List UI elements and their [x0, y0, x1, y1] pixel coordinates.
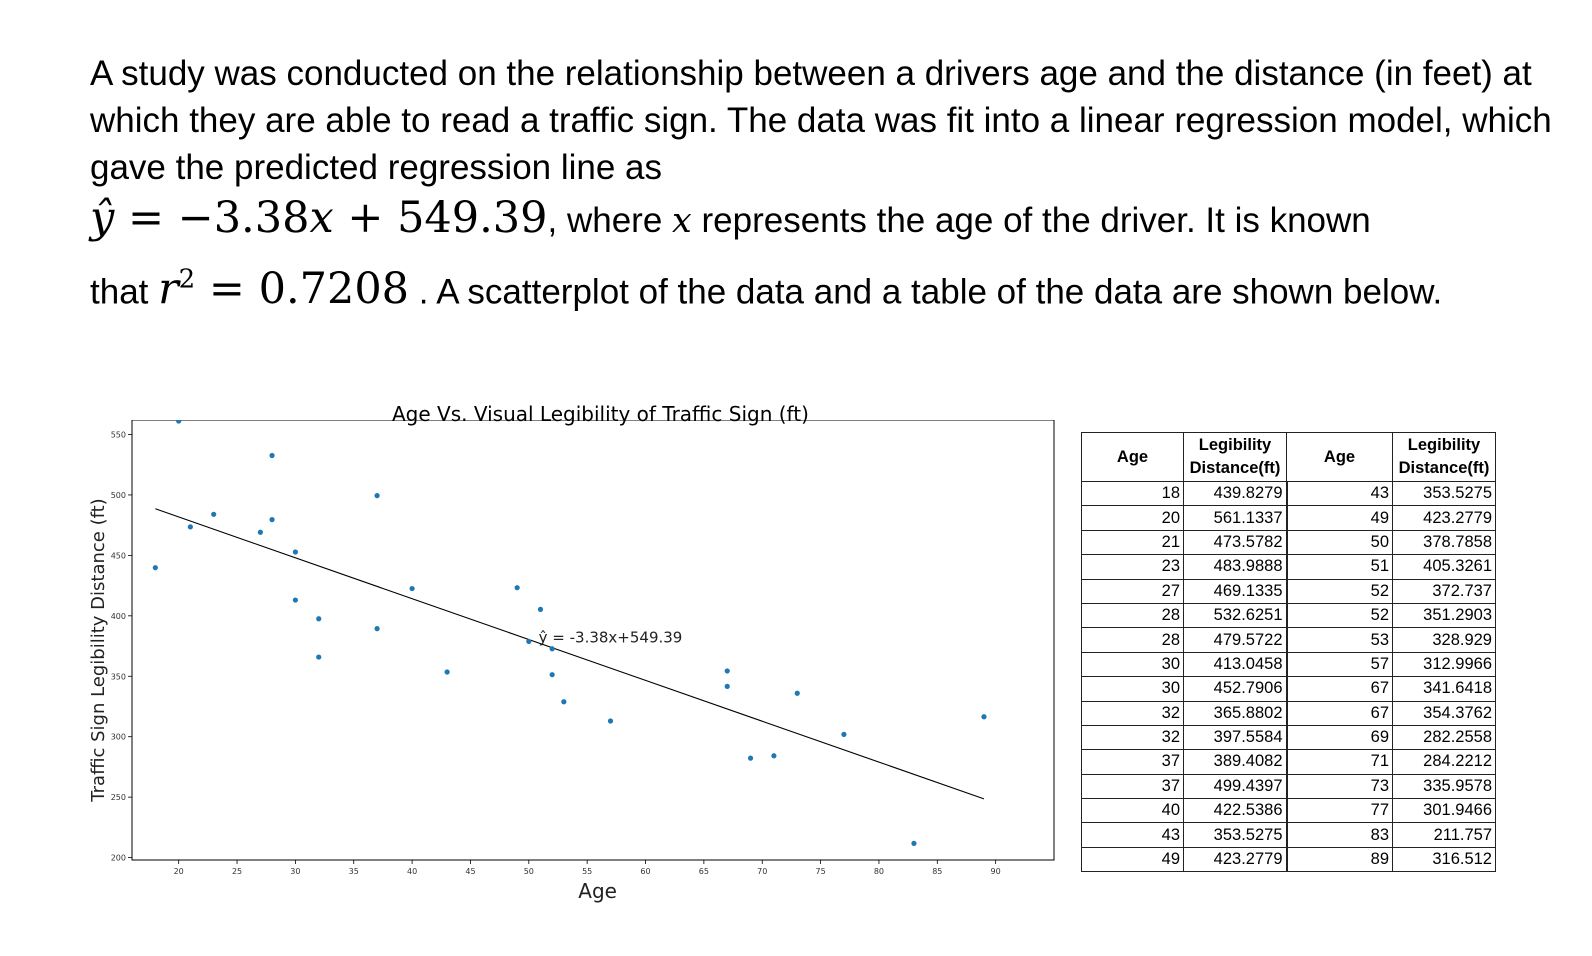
cell-age: 37 [1082, 774, 1184, 798]
r-squared [158, 264, 409, 314]
cell-distance: 341.6418 [1393, 677, 1496, 701]
x-axis-label: Age [578, 879, 617, 903]
x-tick-label: 25 [231, 867, 243, 876]
data-point [725, 668, 730, 673]
table-header-distance-2: Legibility Distance(ft) [1393, 433, 1496, 482]
y-tick-label: 550 [110, 430, 126, 440]
x-tick-label: 35 [348, 867, 359, 876]
data-point [538, 607, 543, 612]
table-row [1082, 847, 1496, 871]
y-tick-label: 300 [110, 732, 126, 742]
data-point [981, 714, 986, 719]
cell-age: 53 [1287, 628, 1393, 652]
y-hat-symbol: ŷ [90, 193, 115, 243]
table-row [1082, 579, 1496, 603]
cell-age: 32 [1082, 725, 1184, 749]
cell-age: 89 [1287, 847, 1393, 871]
data-point [795, 691, 800, 696]
table-row [1082, 799, 1496, 823]
cell-age: 52 [1287, 579, 1393, 603]
cell-age: 18 [1082, 482, 1184, 506]
cell-age: 28 [1082, 603, 1184, 627]
table-row [1082, 628, 1496, 652]
data-point [269, 517, 274, 522]
cell-distance: 365.8802 [1184, 701, 1287, 725]
r-squared-value: = 0.7208 [195, 264, 410, 315]
cell-distance: 372.737 [1393, 579, 1496, 603]
cell-distance: 469.1335 [1184, 579, 1287, 603]
cell-distance: 211.757 [1393, 823, 1496, 847]
x-tick-label: 90 [990, 867, 1001, 876]
data-point [374, 493, 379, 498]
cell-age: 73 [1287, 774, 1393, 798]
cell-distance: 351.2903 [1393, 603, 1496, 627]
cell-age: 37 [1082, 750, 1184, 774]
cell-distance: 389.4082 [1184, 750, 1287, 774]
table-header-age-1: Age [1082, 433, 1184, 482]
cell-distance: 499.4397 [1184, 774, 1287, 798]
x-tick-label: 20 [173, 867, 184, 876]
data-point [374, 626, 379, 631]
problem-where: , where [547, 201, 673, 240]
table-header-distance-1: Legibility Distance(ft) [1184, 433, 1287, 482]
x-tick-label: 80 [873, 867, 885, 876]
cell-distance: 479.5722 [1184, 628, 1287, 652]
data-point [550, 646, 555, 651]
table-body [1082, 482, 1496, 872]
x-tick-label: 55 [582, 867, 593, 876]
cell-distance: 353.5275 [1393, 482, 1496, 506]
cell-distance: 284.2212 [1393, 750, 1496, 774]
cell-age: 50 [1287, 530, 1393, 554]
table-row [1082, 750, 1496, 774]
data-point [211, 512, 216, 517]
table-header-age-2: Age [1287, 433, 1393, 482]
chart-title: Age Vs. Visual Legibility of Traffic Sign (ft) [392, 402, 809, 426]
regression-line [155, 509, 984, 799]
cell-age: 20 [1082, 506, 1184, 530]
data-point [316, 616, 321, 621]
cell-age: 27 [1082, 579, 1184, 603]
regression-label: ŷ = -3.38x+549.39 [538, 628, 683, 647]
r-exponent: 2 [178, 265, 196, 295]
x-tick-label: 85 [932, 867, 943, 876]
cell-distance: 439.8279 [1184, 482, 1287, 506]
y-tick-label: 350 [110, 672, 126, 682]
table-row [1082, 652, 1496, 676]
table-row [1082, 603, 1496, 627]
table-row [1082, 530, 1496, 554]
y-tick-label: 400 [110, 611, 126, 621]
data-point [293, 549, 298, 554]
data-point [293, 597, 298, 602]
cell-distance: 423.2779 [1184, 847, 1287, 871]
cell-distance: 312.9966 [1393, 652, 1496, 676]
cell-distance: 397.5584 [1184, 725, 1287, 749]
cell-age: 32 [1082, 701, 1184, 725]
x-tick-label: 60 [640, 867, 651, 876]
cell-distance: 423.2779 [1393, 506, 1496, 530]
cell-distance: 282.2558 [1393, 725, 1496, 749]
cell-distance: 532.6251 [1184, 603, 1287, 627]
problem-intro: A study was conducted on the relationship between a drivers age and the distance (in feet) at which they are able to read a traffic sign. The data was fit into a linear regression model, which gave the predicted regression line as [90, 54, 1552, 187]
cell-distance: 405.3261 [1393, 555, 1496, 579]
equation-slope: = −3.38 [114, 193, 310, 243]
cell-distance: 452.7906 [1184, 677, 1287, 701]
table-row [1082, 774, 1496, 798]
x-tick-label: 75 [815, 867, 826, 876]
y-axis-label: Traffic Sign Legibility Distance (ft) [88, 498, 109, 802]
data-point [176, 420, 181, 424]
table-row [1082, 677, 1496, 701]
x-tick-label: 40 [407, 867, 418, 876]
r-squared-line [90, 257, 1560, 315]
cell-distance: 353.5275 [1184, 823, 1287, 847]
cell-age: 43 [1287, 482, 1393, 506]
table-row [1082, 506, 1496, 530]
data-point [841, 732, 846, 737]
scatter-chart [80, 420, 1060, 910]
data-point [410, 586, 415, 591]
cell-age: 52 [1287, 603, 1393, 627]
table-row [1082, 725, 1496, 749]
x-tick-label: 50 [523, 867, 534, 876]
cell-age: 67 [1287, 701, 1393, 725]
plot-area [88, 420, 1054, 903]
cell-age: 67 [1287, 677, 1393, 701]
cell-age: 49 [1287, 506, 1393, 530]
data-point [153, 565, 158, 570]
regression-equation-line [90, 195, 1560, 245]
cell-age: 23 [1082, 555, 1184, 579]
cell-age: 30 [1082, 652, 1184, 676]
cell-age: 83 [1287, 823, 1393, 847]
x-tick-label: 70 [757, 867, 768, 876]
y-tick-label: 200 [110, 853, 126, 863]
problem-statement [90, 50, 1560, 315]
y-tick-label: 450 [110, 551, 126, 561]
data-point [608, 718, 613, 723]
cell-distance: 473.5782 [1184, 530, 1287, 554]
data-point [561, 699, 566, 704]
cell-distance: 328.929 [1393, 628, 1496, 652]
table-row [1082, 823, 1496, 847]
data-table [1081, 432, 1496, 872]
cell-age: 57 [1287, 652, 1393, 676]
problem-that: that [90, 272, 159, 312]
cell-distance: 335.9578 [1393, 774, 1496, 798]
cell-age: 49 [1082, 847, 1184, 871]
data-point [526, 639, 531, 644]
y-tick-label: 500 [110, 490, 126, 500]
problem-age-text: represents the age of the driver. It is known [691, 201, 1371, 240]
data-point [269, 453, 274, 458]
cell-distance: 422.5386 [1184, 799, 1287, 823]
cell-distance: 301.9466 [1393, 799, 1496, 823]
data-point [550, 672, 555, 677]
cell-distance: 413.0458 [1184, 652, 1287, 676]
data-point [188, 524, 193, 529]
problem-scatter-text: . A scatterplot of the data and a table of the data are shown below. [409, 272, 1443, 312]
table-row [1082, 555, 1496, 579]
r-variable: r [158, 264, 179, 315]
table-row [1082, 701, 1496, 725]
cell-age: 28 [1082, 628, 1184, 652]
cell-age: 43 [1082, 823, 1184, 847]
cell-age: 77 [1287, 799, 1393, 823]
data-point [258, 530, 263, 535]
cell-age: 71 [1287, 750, 1393, 774]
data-point [771, 753, 776, 758]
x-tick-label: 30 [290, 867, 301, 876]
cell-distance: 483.9888 [1184, 555, 1287, 579]
regression-equation [90, 193, 548, 243]
x-variable: x [672, 201, 692, 241]
cell-distance: 316.512 [1393, 847, 1496, 871]
equation-x: x [309, 193, 334, 243]
y-tick-label: 250 [110, 793, 126, 803]
cell-age: 40 [1082, 799, 1184, 823]
data-point [725, 684, 730, 689]
equation-intercept: + 549.39 [333, 193, 548, 243]
data-point [911, 841, 916, 846]
data-point [316, 654, 321, 659]
cell-distance: 561.1337 [1184, 506, 1287, 530]
cell-age: 69 [1287, 725, 1393, 749]
data-point [515, 585, 520, 590]
data-point [748, 756, 753, 761]
data-point [445, 669, 450, 674]
cell-age: 21 [1082, 530, 1184, 554]
cell-age: 51 [1287, 555, 1393, 579]
cell-distance: 378.7858 [1393, 530, 1496, 554]
x-tick-label: 45 [465, 867, 476, 876]
x-tick-label: 65 [698, 867, 709, 876]
cell-age: 30 [1082, 677, 1184, 701]
table-row [1082, 482, 1496, 506]
cell-distance: 354.3762 [1393, 701, 1496, 725]
